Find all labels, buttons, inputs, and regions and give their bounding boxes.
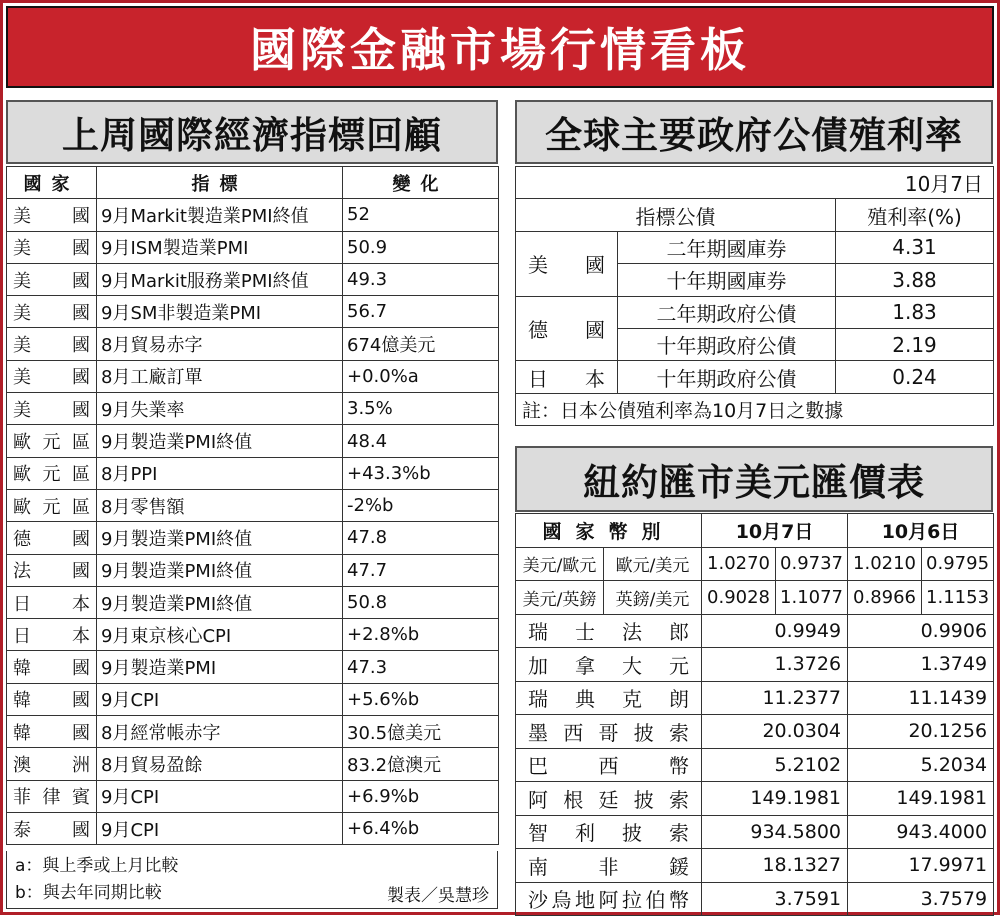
fx-rate: 20.0304 (702, 715, 848, 749)
indicator-name: 9月東京核心CPI (97, 619, 343, 651)
fx-rate: 1.3749 (848, 648, 994, 682)
fx-row (516, 782, 994, 816)
fx-rate: 20.1256 (848, 715, 994, 749)
indicator-country: 美國 (7, 263, 97, 295)
indicator-change: 52 (343, 199, 499, 231)
indicators-notes (6, 851, 498, 909)
indicator-name: 9月失業率 (97, 393, 343, 425)
indicator-name: 9月製造業PMI終值 (97, 425, 343, 457)
indicator-change: 48.4 (343, 425, 499, 457)
fx-row (516, 748, 994, 782)
fx-pair-row (516, 581, 994, 615)
indicator-row (7, 457, 499, 489)
indicator-change: +6.9%b (343, 780, 499, 812)
indicator-row (7, 812, 499, 844)
indicators-heading-box (6, 100, 498, 164)
bond-note: 註：日本公債殖利率為10月7日之數據 (516, 393, 994, 425)
fx-table (515, 513, 994, 916)
indicator-country: 法國 (7, 554, 97, 586)
indicator-country: 歐元區 (7, 489, 97, 521)
indicator-row (7, 489, 499, 521)
fx-currency: 加拿大元 (516, 648, 702, 682)
indicator-row (7, 393, 499, 425)
indicator-row (7, 296, 499, 328)
indicator-country: 韓國 (7, 651, 97, 683)
fx-pair-rate: 1.1153 (922, 581, 994, 615)
bond-name: 十年期國庫券 (618, 264, 836, 296)
indicator-country: 澳洲 (7, 748, 97, 780)
indicator-row (7, 522, 499, 554)
fx-row (516, 882, 994, 916)
bond-yield-table (515, 166, 994, 426)
fx-rate: 0.9906 (848, 614, 994, 648)
indicator-country: 美國 (7, 296, 97, 328)
bond-country: 德國 (516, 296, 618, 361)
indicator-country: 日本 (7, 586, 97, 618)
bonds-heading-box (515, 100, 993, 164)
fx-rate: 149.1981 (702, 782, 848, 816)
indicator-country: 日本 (7, 619, 97, 651)
fx-currency: 瑞士法郎 (516, 614, 702, 648)
fx-currency: 巴西幣 (516, 748, 702, 782)
indicator-name: 9月製造業PMI終值 (97, 554, 343, 586)
indicator-row (7, 748, 499, 780)
indicator-row (7, 651, 499, 683)
indicator-row (7, 586, 499, 618)
fx-rate: 18.1327 (702, 849, 848, 883)
fx-pair-rate: 0.9028 (702, 581, 776, 615)
indicator-row (7, 716, 499, 748)
fx-heading: 紐約匯市美元匯價表 (583, 461, 925, 504)
fx-rate: 11.2377 (702, 681, 848, 715)
fx-row (516, 849, 994, 883)
fx-rate: 934.5800 (702, 815, 848, 849)
fx-row (516, 815, 994, 849)
indicator-change: 674億美元 (343, 328, 499, 360)
indicator-change: 50.8 (343, 586, 499, 618)
indicator-country: 歐元區 (7, 425, 97, 457)
indicator-change: 30.5億美元 (343, 716, 499, 748)
indicator-change: 56.7 (343, 296, 499, 328)
fx-pair-rate: 1.0210 (848, 547, 922, 581)
fx-pair-row (516, 547, 994, 581)
fx-pair-rate: 1.1077 (776, 581, 848, 615)
fx-currency: 阿根廷披索 (516, 782, 702, 816)
col-date-1: 10月7日 (702, 514, 848, 548)
indicator-change: -2%b (343, 489, 499, 521)
col-change: 變化 (343, 167, 499, 199)
bonds-heading: 全球主要政府公債殖利率 (545, 114, 963, 157)
col-yield: 殖利率(%) (836, 199, 994, 231)
indicator-name: 9月製造業PMI終值 (97, 522, 343, 554)
fx-currency: 墨西哥披索 (516, 715, 702, 749)
title-banner (6, 6, 994, 88)
fx-rate: 1.3726 (702, 648, 848, 682)
indicator-change: 3.5% (343, 393, 499, 425)
fx-currency: 瑞典克朗 (516, 681, 702, 715)
indicator-row (7, 554, 499, 586)
indicator-change: +0.0%a (343, 360, 499, 392)
indicator-name: 9月CPI (97, 812, 343, 844)
indicator-name: 8月貿易盈餘 (97, 748, 343, 780)
indicator-row (7, 263, 499, 295)
fx-rate: 17.9971 (848, 849, 994, 883)
fx-pair-rate: 1.0270 (702, 547, 776, 581)
bond-country: 美國 (516, 231, 618, 296)
indicator-change: +5.6%b (343, 683, 499, 715)
indicators-header-row (7, 167, 499, 199)
indicator-change: +2.8%b (343, 619, 499, 651)
indicator-name: 9月製造業PMI終值 (97, 586, 343, 618)
indicator-change: 50.9 (343, 231, 499, 263)
col-date-2: 10月6日 (848, 514, 994, 548)
indicator-country: 泰國 (7, 812, 97, 844)
indicator-name: 8月零售額 (97, 489, 343, 521)
fx-pair-label: 歐元/美元 (604, 547, 702, 581)
indicator-name: 9月Markit服務業PMI終值 (97, 263, 343, 295)
fx-pair-rate: 0.8966 (848, 581, 922, 615)
fx-currency: 智利披索 (516, 815, 702, 849)
indicator-name: 9月SM非製造業PMI (97, 296, 343, 328)
indicator-row (7, 683, 499, 715)
indicator-country: 菲律賓 (7, 780, 97, 812)
indicator-name: 8月PPI (97, 457, 343, 489)
fx-currency: 沙烏地阿拉伯幣 (516, 882, 702, 916)
bond-date: 10月7日 (516, 167, 994, 199)
indicator-country: 韓國 (7, 716, 97, 748)
indicator-country: 歐元區 (7, 457, 97, 489)
col-bond: 指標公債 (516, 199, 836, 231)
col-currency: 國家幣別 (516, 514, 702, 548)
fx-rate: 5.2034 (848, 748, 994, 782)
fx-pair-rate: 0.9795 (922, 547, 994, 581)
fx-row (516, 715, 994, 749)
indicator-change: 49.3 (343, 263, 499, 295)
note-a: a：與上季或上月比較 (15, 856, 179, 876)
indicator-country: 德國 (7, 522, 97, 554)
indicator-change: 83.2億澳元 (343, 748, 499, 780)
fx-rate: 3.7579 (848, 882, 994, 916)
bond-country: 日本 (516, 361, 618, 393)
fx-rate: 943.4000 (848, 815, 994, 849)
indicator-row (7, 231, 499, 263)
fx-pair-rate: 0.9737 (776, 547, 848, 581)
indicators-heading: 上周國際經濟指標回顧 (62, 114, 442, 157)
bond-yield: 4.31 (836, 231, 994, 263)
col-indicator: 指標 (97, 167, 343, 199)
fx-row (516, 614, 994, 648)
fx-rate: 11.1439 (848, 681, 994, 715)
indicator-name: 9月CPI (97, 683, 343, 715)
indicator-country: 美國 (7, 360, 97, 392)
fx-pair-label: 美元/英鎊 (516, 581, 604, 615)
bond-name: 二年期國庫券 (618, 231, 836, 263)
bond-name: 十年期政府公債 (618, 328, 836, 360)
fx-row (516, 648, 994, 682)
indicator-change: +6.4%b (343, 812, 499, 844)
indicator-name: 8月工廠訂單 (97, 360, 343, 392)
indicator-row (7, 199, 499, 231)
bond-yield: 0.24 (836, 361, 994, 393)
indicator-country: 美國 (7, 393, 97, 425)
indicator-name: 9月CPI (97, 780, 343, 812)
fx-rate: 149.1981 (848, 782, 994, 816)
indicator-country: 美國 (7, 328, 97, 360)
indicator-row (7, 619, 499, 651)
col-country: 國家 (7, 167, 97, 199)
indicator-name: 8月貿易赤字 (97, 328, 343, 360)
bond-name: 二年期政府公債 (618, 296, 836, 328)
fx-rate: 3.7591 (702, 882, 848, 916)
fx-currency: 南非鍰 (516, 849, 702, 883)
credit: 製表／吳慧珍 (387, 886, 489, 906)
indicator-country: 美國 (7, 199, 97, 231)
indicator-change: 47.3 (343, 651, 499, 683)
bond-yield: 3.88 (836, 264, 994, 296)
fx-row (516, 681, 994, 715)
fx-rate: 0.9949 (702, 614, 848, 648)
fx-heading-box (515, 446, 993, 512)
indicator-row (7, 328, 499, 360)
fx-pair-label: 美元/歐元 (516, 547, 604, 581)
indicator-name: 9月Markit製造業PMI終值 (97, 199, 343, 231)
indicator-country: 美國 (7, 231, 97, 263)
indicator-row (7, 780, 499, 812)
indicator-row (7, 425, 499, 457)
indicator-change: 47.7 (343, 554, 499, 586)
indicator-change: +43.3%b (343, 457, 499, 489)
indicator-country: 韓國 (7, 683, 97, 715)
indicator-name: 9月製造業PMI (97, 651, 343, 683)
indicator-name: 8月經常帳赤字 (97, 716, 343, 748)
note-b: b：與去年同期比較 (15, 883, 162, 903)
indicator-row (7, 360, 499, 392)
fx-pair-label: 英鎊/美元 (604, 581, 702, 615)
page-title: 國際金融市場行情看板 (250, 23, 750, 77)
indicator-name: 9月ISM製造業PMI (97, 231, 343, 263)
bond-yield: 1.83 (836, 296, 994, 328)
fx-rate: 5.2102 (702, 748, 848, 782)
indicators-table (6, 166, 499, 845)
bond-yield: 2.19 (836, 328, 994, 360)
bond-name: 十年期政府公債 (618, 361, 836, 393)
indicator-change: 47.8 (343, 522, 499, 554)
